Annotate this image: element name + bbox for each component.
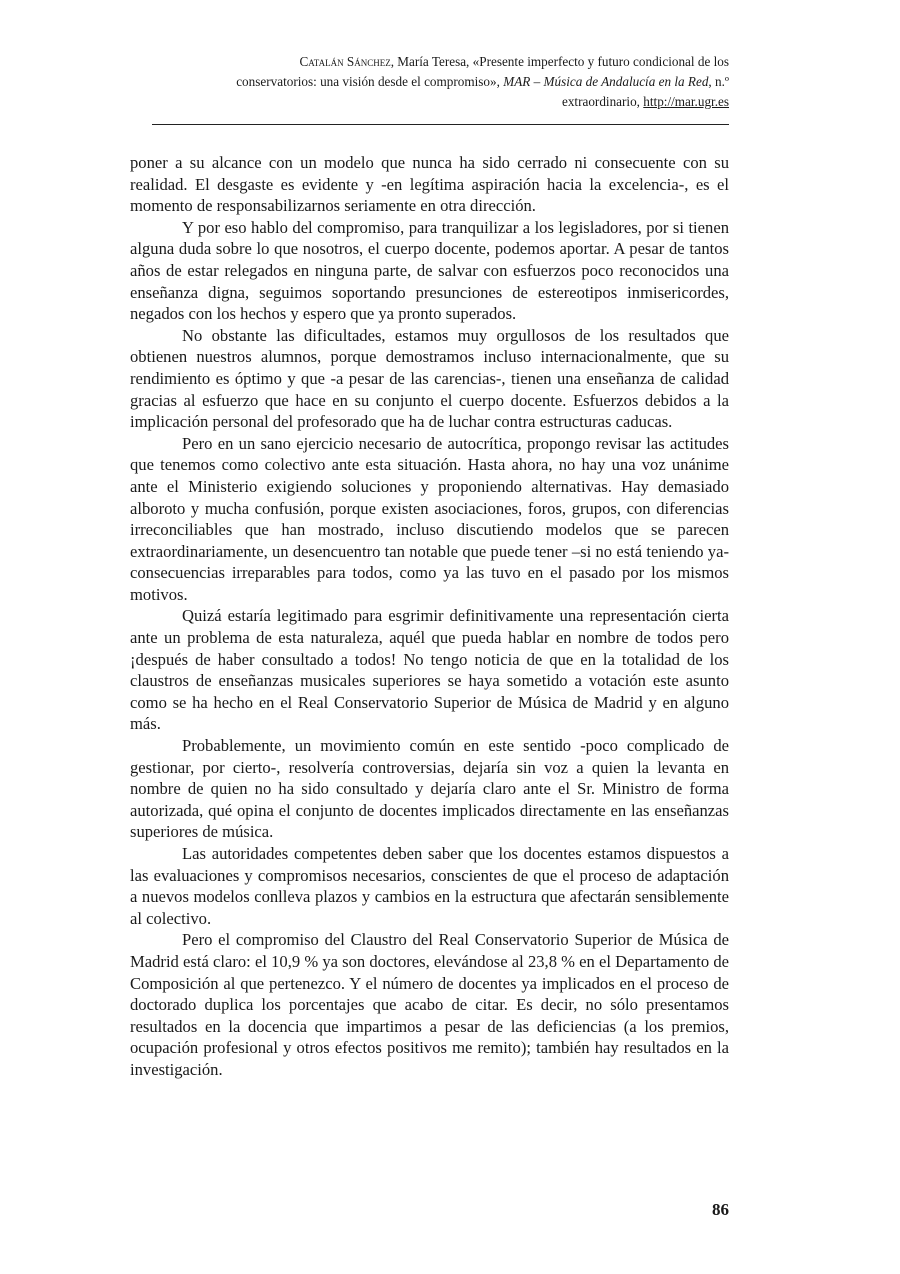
paragraph-7: Las autoridades competentes deben saber que los docentes estamos dispuestos a las evaluaciones y compromisos necesarios, conscientes de que el proceso de adaptación a nuevos modelos conlleva plazos y cambios en la estructura que afectarán sensiblemente al colectivo. (130, 844, 729, 928)
paragraph-3: No obstante las dificultades, estamos muy orgullosos de los resultados que obtienen nuestros alumnos, porque demostramos incluso internacionalmente, que su rendimiento es óptimo y que -a pesar de las carencias-, tienen una enseñanza de calidad gracias al esfuerzo que hace en su conjunto el cuerpo docente. Esfuerzos debidos a la implicación personal del profesorado que ha de luchar contra estructuras caducas. (130, 325, 729, 432)
paragraph-1: poner a su alcance con un modelo que nunca ha sido cerrado ni consecuente con su realidad. El desgaste es evidente y -en legítima aspiración hacia la excelencia-, es el momento de responsabilizarnos seriamente en otra dirección. (130, 153, 729, 216)
paragraph-4: Pero en un sano ejercicio necesario de autocrítica, propongo revisar las actitudes que tenemos como colectivo ante esta situación. Hasta ahora, no hay una voz unánime ante el Ministerio exigiendo soluciones y proponiendo alternativas. Hay demasiado alboroto y mucha confusión, porque existen asociaciones, foros, grupos, con diferencias irreconciliables que han mostrado, incluso discutiendo modelos que se parecen extraordinariamente, un desencuentro tan notable que puede tener –si no está teniendo ya- consecuencias irreparables para todos, como ya las tuvo en el pasado por los mismos motivos. (130, 433, 729, 604)
header-journal-name: MAR – Música de Andalucía en la Red (503, 74, 709, 89)
header-line-3 (129, 92, 729, 112)
body-text (130, 152, 729, 1081)
header-title-end: conservatorios: una visión desde el compromiso», (236, 74, 504, 89)
header-line-2 (129, 72, 729, 92)
running-header (129, 52, 729, 112)
paragraph-5: Quizá estaría legitimado para esgrimir definitivamente una representación cierta ante un problema de esta naturaleza, aquél que pueda hablar en nombre de todos pero ¡después de haber consultado a todos! No tengo noticia de que en la totalidad de los claustros de enseñanzas musicales superiores se haya sometido a votación este asunto como se ha hecho en el Real Conservatorio Superior de Música de Madrid y en alguno más. (130, 606, 729, 734)
paragraph-8: Pero el compromiso del Claustro del Real Conservatorio Superior de Música de Madrid está claro: el 10,9 % ya son doctores, elevándose al 23,8 % en el Departamento de Composición al que pertenezco. Y el número de docentes ya implicados en el proceso de doctorado duplica los porcentajes que acabo de citar. Es decir, no sólo presentamos resultados en la docencia que impartimos a pesar de las deficiencias (a los premios, ocupación profesional y otros efectos positivos me remito); también hay resultados en la investigación. (130, 930, 729, 1079)
header-author-rest: , María Teresa, «Presente imperfecto y futuro condicional de los (390, 54, 729, 69)
page-number: 86 (712, 1200, 729, 1219)
header-line-1 (129, 52, 729, 72)
header-author-surname: Catalán Sánchez (299, 54, 391, 69)
header-issue-type: extraordinario, (561, 94, 644, 109)
journal-url-link[interactable]: http://mar.ugr.es (643, 94, 729, 109)
header-divider (152, 124, 729, 125)
header-issue-number: , n.º (708, 74, 729, 89)
paragraph-2: Y por eso hablo del compromiso, para tranquilizar a los legisladores, por si tienen alguna duda sobre lo que nosotros, el cuerpo docente, podemos aportar. A pesar de tantos años de estar relegados en ninguna parte, de salvar con esfuerzos poco reconocidos una enseñanza digna, seguimos soportando presunciones de estereotipos inmisericordes, negados con los hechos y espero que ya pronto superados. (130, 217, 729, 324)
paragraph-6: Probablemente, un movimiento común en este sentido -poco complicado de gestionar, por cierto-, resolvería controversias, dejaría sin voz a quien la levanta en nombre de quien no ha sido consultado y dejaría claro ante el Sr. Ministro de forma autorizada, qué opina el conjunto de docentes implicados directamente en las enseñanzas superiores de música. (130, 736, 729, 842)
